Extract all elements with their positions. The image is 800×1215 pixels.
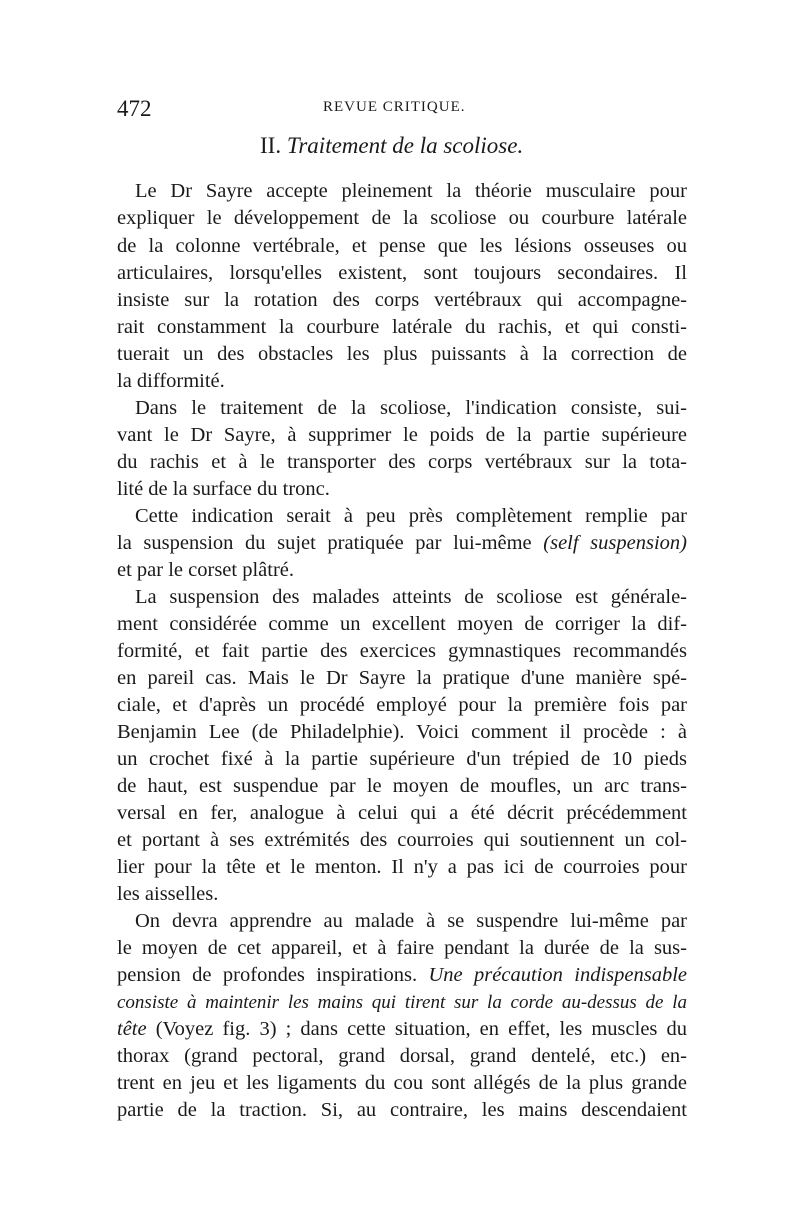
text-line: insiste sur la rotation des corps vertébraux qui accompagne- — [117, 289, 687, 311]
text-line: le moyen de cet appareil, et à faire pendant la durée de la sus- — [117, 937, 687, 959]
text-line: tuerait un des obstacles les plus puissants à la correction de — [117, 343, 687, 365]
text-line: thorax (grand pectoral, grand dorsal, grand dentelé, etc.) en- — [117, 1045, 687, 1067]
text-line: ciale, et d'après un procédé employé pour la première fois par — [117, 694, 687, 716]
text-line: versal en fer, analogue à celui qui a été décrit précédemment — [117, 802, 687, 824]
text-line: lité de la surface du tronc. — [117, 478, 330, 500]
section-number: II. — [260, 133, 282, 158]
text-line: en pareil cas. Mais le Dr Sayre la pratique d'une manière spé- — [117, 667, 687, 689]
text-line — [117, 1016, 687, 1043]
italic-phrase: tête — [117, 1018, 147, 1040]
text-line: expliquer le développement de la scoliose ou courbure latérale — [117, 207, 687, 229]
text-line: ment considérée comme un excellent moyen de corriger la dif- — [117, 613, 687, 635]
text-line: trent en jeu et les ligaments du cou sont allégés de la plus grande — [117, 1072, 687, 1094]
text-line: Cette indication serait à peu près complètement remplie par — [135, 505, 687, 527]
text-line: rait constamment la courbure latérale du rachis, et qui consti- — [117, 316, 687, 338]
text-line: et par le corset plâtré. — [117, 559, 295, 581]
text-line — [117, 962, 687, 989]
text-line: Benjamin Lee (de Philadelphie). Voici comment il procède : à — [117, 721, 687, 743]
text-line — [117, 530, 687, 557]
text-line: lier pour la tête et le menton. Il n'y a pas ici de courroies pour — [117, 856, 687, 878]
text-line: et portant à ses extrémités des courroies qui soutiennent un col- — [117, 829, 687, 851]
text-line: les aisselles. — [117, 883, 219, 905]
text-line: un crochet fixé à la partie supérieure d'un trépied de 10 pieds — [117, 748, 687, 770]
text-line: la difformité. — [117, 370, 225, 392]
text-segment: (Voyez fig. 3) ; dans cette situation, en effet, les muscles du — [155, 1018, 687, 1040]
italic-term: (self suspension) — [543, 532, 687, 554]
text-line: Dans le traitement de la scoliose, l'indication consiste, sui- — [135, 397, 687, 419]
text-line: On devra apprendre au malade à se suspendre lui-même par — [135, 910, 687, 932]
italic-phrase: Une précaution indispensable — [428, 964, 688, 986]
section-heading — [260, 133, 523, 159]
running-head — [117, 96, 687, 122]
text-line: formité, et fait partie des exercices gymnastiques recommandés — [117, 640, 687, 662]
running-head-title: REVUE CRITIQUE. — [323, 99, 466, 115]
text-line: du rachis et à le transporter des corps vertébraux sur la tota- — [117, 451, 687, 473]
text-line: articulaires, lorsqu'elles existent, sont toujours secondaires. Il — [117, 262, 687, 284]
text-line: La suspension des malades atteints de scoliose est générale- — [135, 586, 687, 608]
text-segment: la suspension du sujet pratiquée par lui-même — [117, 532, 532, 554]
section-title-text: Traitement de la scoliose. — [286, 133, 524, 158]
text-line: de la colonne vertébrale, et pense que les lésions osseuses ou — [117, 235, 687, 257]
text-segment: pension de profondes inspirations. — [117, 964, 418, 986]
page-number: 472 — [117, 96, 152, 121]
text-line: partie de la traction. Si, au contraire, les mains descendaient — [117, 1099, 687, 1121]
text-line: de haut, est suspendue par le moyen de moufles, un arc trans- — [117, 775, 687, 797]
text-line: Le Dr Sayre accepte pleinement la théorie musculaire pour — [135, 180, 687, 202]
text-line: vant le Dr Sayre, à supprimer le poids de la partie supérieure — [117, 424, 687, 446]
italic-line: consiste à maintenir les mains qui tirent sur la corde au-dessus de la — [117, 992, 687, 1013]
